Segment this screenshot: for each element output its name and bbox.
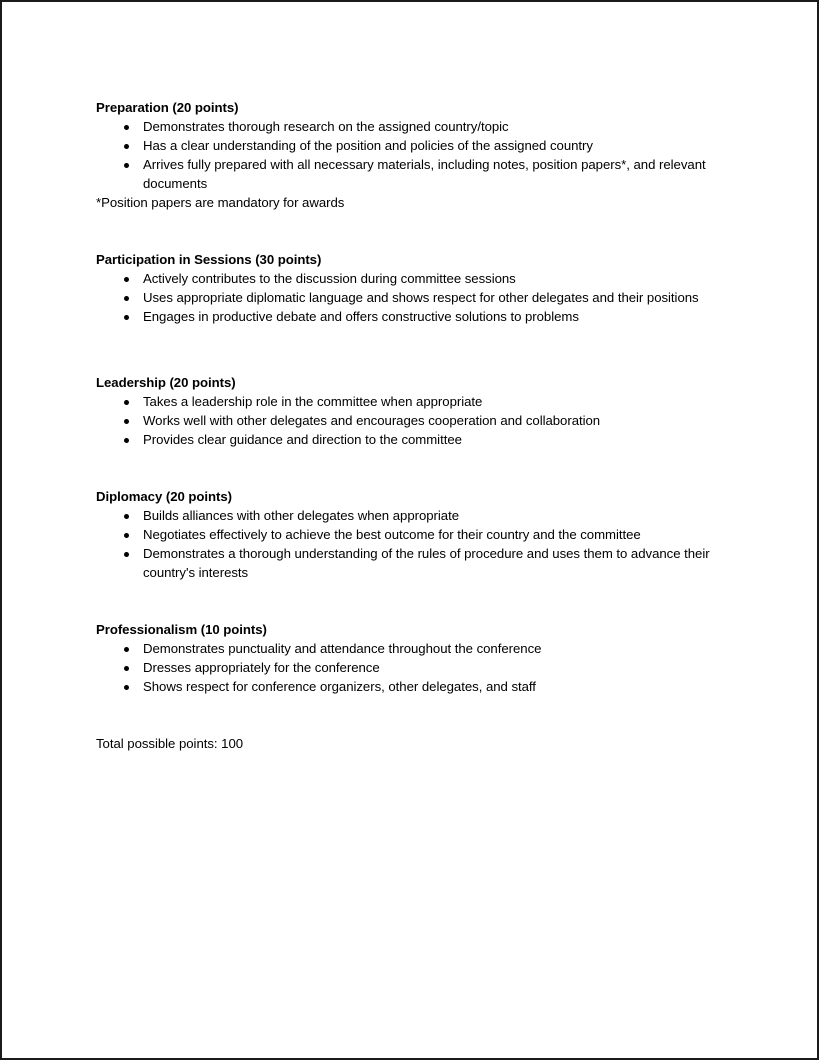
criteria-list	[96, 117, 736, 193]
section-heading: Preparation (20 points)	[96, 100, 239, 115]
list-item	[96, 658, 736, 677]
bullet-point-icon	[124, 117, 131, 136]
list-item	[96, 136, 736, 155]
list-item	[96, 117, 736, 136]
criteria-list	[96, 269, 736, 326]
list-item	[96, 525, 736, 544]
list-item-text: Demonstrates punctuality and attendance throughout the conference	[143, 641, 542, 656]
criteria-list	[96, 392, 736, 449]
bullet-point-icon	[124, 525, 131, 544]
bullet-point-icon	[124, 136, 131, 155]
bullet-point-icon	[124, 544, 131, 563]
section-spacer	[96, 449, 736, 487]
bullet-point-icon	[124, 639, 131, 658]
section-heading: Participation in Sessions (30 points)	[96, 252, 322, 267]
bullet-point-icon	[124, 658, 131, 677]
total-points-line: Total possible points: 100	[96, 736, 244, 751]
list-item-text: Builds alliances with other delegates when appropriate	[143, 508, 460, 523]
bullet-point-icon	[124, 288, 131, 307]
criteria-list	[96, 506, 736, 582]
list-item-text: Provides clear guidance and direction to the committee	[143, 432, 462, 447]
document-body	[96, 98, 736, 753]
section-heading: Leadership (20 points)	[96, 375, 236, 390]
list-item	[96, 269, 736, 288]
section-spacer	[96, 364, 736, 373]
list-item-text: Takes a leadership role in the committee when appropriate	[143, 394, 483, 409]
section-leadership	[96, 373, 736, 449]
section-spacer	[96, 326, 736, 364]
list-item	[96, 639, 736, 658]
criteria-list	[96, 639, 736, 696]
section-professionalism	[96, 620, 736, 696]
list-item	[96, 506, 736, 525]
list-item-text: Demonstrates a thorough understanding of the rules of procedure and uses them to advance their country's interests	[143, 546, 710, 580]
bullet-point-icon	[124, 392, 131, 411]
section-preparation	[96, 98, 736, 212]
list-item-text: Actively contributes to the discussion during committee sessions	[143, 271, 516, 286]
bullet-point-icon	[124, 430, 131, 449]
list-item-text: Dresses appropriately for the conference	[143, 660, 380, 675]
bullet-point-icon	[124, 411, 131, 430]
bullet-point-icon	[124, 155, 131, 174]
list-item-text: Works well with other delegates and encourages cooperation and collaboration	[143, 413, 601, 428]
bullet-point-icon	[124, 677, 131, 696]
list-item	[96, 430, 736, 449]
section-heading: Diplomacy (20 points)	[96, 489, 232, 504]
list-item	[96, 288, 736, 307]
section-spacer	[96, 582, 736, 620]
list-item-text: Uses appropriate diplomatic language and shows respect for other delegates and their positions	[143, 290, 699, 305]
list-item	[96, 544, 736, 582]
list-item	[96, 155, 736, 193]
list-item	[96, 307, 736, 326]
section-heading: Professionalism (10 points)	[96, 622, 267, 637]
list-item-text: Arrives fully prepared with all necessary materials, including notes, position papers*, and relevant documents	[143, 157, 706, 191]
list-item-text: Shows respect for conference organizers, other delegates, and staff	[143, 679, 536, 694]
list-item-text: Negotiates effectively to achieve the best outcome for their country and the committee	[143, 527, 641, 542]
section-participation-in-sessions	[96, 250, 736, 326]
section-diplomacy	[96, 487, 736, 582]
footnote-position-papers: *Position papers are mandatory for awards	[96, 195, 345, 210]
list-item	[96, 392, 736, 411]
section-spacer	[96, 212, 736, 250]
list-item-text: Has a clear understanding of the position and policies of the assigned country	[143, 138, 593, 153]
list-item	[96, 411, 736, 430]
list-item-text: Engages in productive debate and offers constructive solutions to problems	[143, 309, 579, 324]
bullet-point-icon	[124, 506, 131, 525]
bullet-point-icon	[124, 307, 131, 326]
bullet-point-icon	[124, 269, 131, 288]
section-spacer	[96, 696, 736, 734]
list-item	[96, 677, 736, 696]
list-item-text: Demonstrates thorough research on the assigned country/topic	[143, 119, 509, 134]
